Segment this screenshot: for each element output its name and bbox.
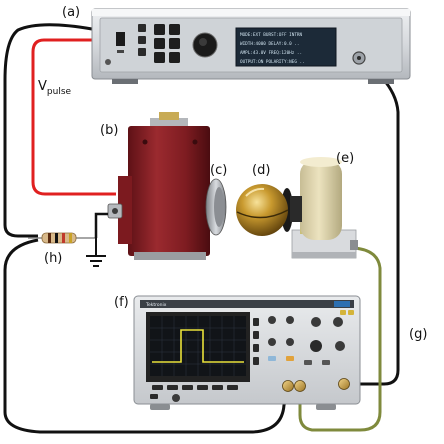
key[interactable] [154,38,165,49]
panel-button[interactable] [286,356,294,361]
generator-top-edge [92,9,410,16]
label-c: (c) [210,163,228,178]
oscilloscope [134,296,360,410]
chamber-top-port [159,112,179,120]
resistor-to-chamber-wire [96,214,108,238]
pulse-generator [92,9,410,84]
display-line-4: OUTPUT:ON POLARITY:NEG .. [240,60,305,65]
power-switch[interactable] [116,32,125,46]
label-e: (e) [336,151,355,166]
display-line-2: WIDTH:4000 DELAY:0.0 .. [240,42,300,47]
control-knob[interactable] [286,338,294,346]
scope-brand: Tektronix [146,303,167,308]
generator-ground-wire [5,25,92,236]
bnc-input-ch1[interactable] [283,381,294,392]
detector-base-shade [292,252,356,258]
key[interactable] [154,24,165,35]
control-knob[interactable] [286,316,294,324]
vpulse-main: V [38,79,47,94]
scope-power-button[interactable] [150,394,158,399]
panel-button[interactable] [138,24,146,32]
key[interactable] [169,24,180,35]
softkey[interactable] [182,385,193,390]
label-g: (g) [409,327,428,342]
bnc-input-ch2[interactable] [295,381,306,392]
vpulse-subscript: pulse [46,87,72,97]
panel-button[interactable] [268,356,276,361]
chamber-bolt [143,140,148,145]
softkey[interactable] [253,318,259,326]
pulse-output-connector[interactable] [105,59,111,65]
softkey[interactable] [253,331,259,339]
softkey[interactable] [167,385,178,390]
softkey[interactable] [253,357,259,365]
key[interactable] [169,38,180,49]
trigger-output-pin [357,56,361,60]
resistor-band [55,233,58,243]
control-knob[interactable] [268,338,276,346]
label-vpulse [38,79,72,97]
detector-connector[interactable] [350,240,358,250]
rotary-knob-cap [199,38,207,46]
panel-button[interactable] [304,360,312,365]
control-knob[interactable] [310,340,322,352]
detector-window [290,196,302,222]
vacuum-chamber [108,112,226,260]
button-column-left [138,24,146,56]
panel-button[interactable] [348,310,354,315]
control-knob[interactable] [335,341,345,351]
label-b: (b) [100,123,119,138]
chamber-base [134,252,206,260]
softkey[interactable] [212,385,223,390]
panel-button[interactable] [322,360,330,365]
label-a: (a) [62,5,81,20]
scope-foot [316,404,336,410]
ground-symbol [86,238,106,266]
label-h: (h) [44,251,63,266]
resistor-band [69,233,72,243]
panel-button[interactable] [340,310,346,315]
label-d: (d) [252,163,271,178]
control-knob[interactable] [268,316,276,324]
label-f: (f) [114,295,129,310]
softkey[interactable] [152,385,163,390]
power-indicator [117,50,124,53]
control-knob[interactable] [333,317,343,327]
softkey[interactable] [227,385,238,390]
key[interactable] [169,52,180,63]
detector-tube [300,160,342,240]
scope-foot [150,404,170,410]
chamber-bolt [193,140,198,145]
window-flange-inner [214,187,224,227]
panel-button[interactable] [138,36,146,44]
display-line-1: MODE:EXT BURST:OFF INTRN [240,33,303,38]
generator-foot [112,79,138,84]
panel-button[interactable] [138,48,146,56]
photomultiplier-detector [290,157,358,258]
sphere [236,184,288,236]
bnc-input-ext[interactable] [339,379,350,390]
key[interactable] [154,52,165,63]
scope-probe-knob[interactable] [172,394,180,402]
scope-badge [334,301,350,307]
softkey[interactable] [197,385,208,390]
resistor-band [48,233,51,243]
generator-foot [368,79,394,84]
gold-sphere-sample [236,184,293,236]
chamber-input-pin [112,208,118,214]
control-knob[interactable] [311,317,321,327]
resistor-band [62,233,65,243]
scope-top-bar [140,300,354,308]
softkey[interactable] [253,344,259,352]
display-line-3: AMPL:43.0V FREQ:120Hz .. [240,51,303,56]
chamber-body [128,126,210,256]
